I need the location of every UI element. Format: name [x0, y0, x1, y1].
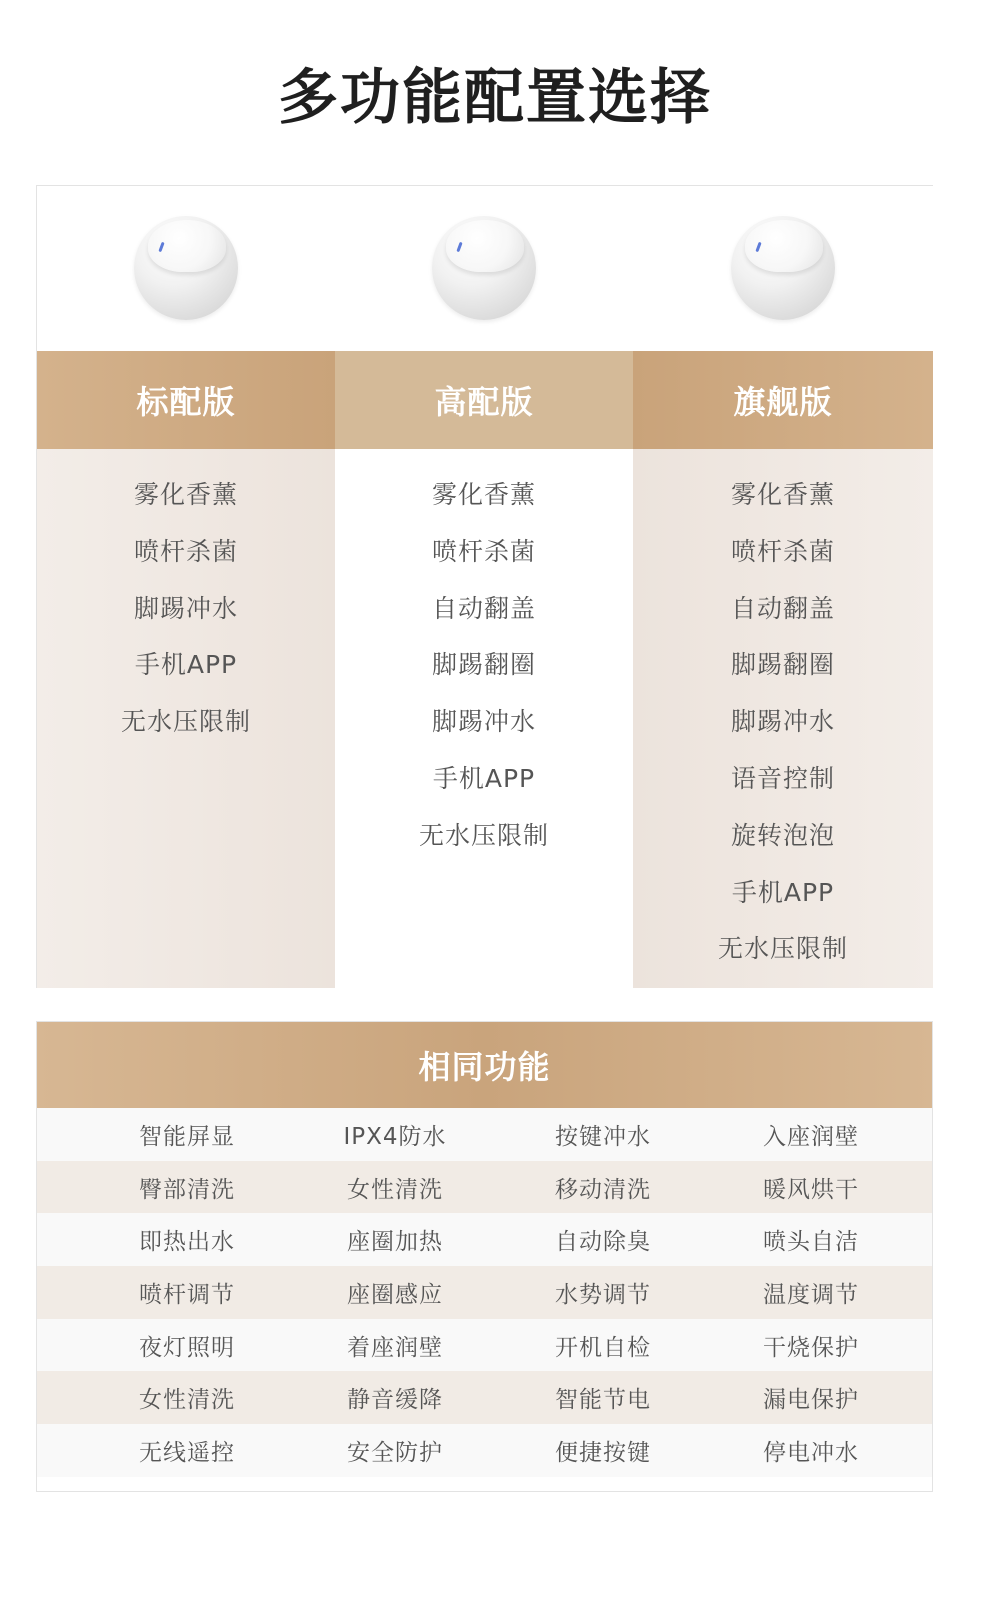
table-cell: 座圈加热 — [347, 1229, 443, 1256]
feature-item: 语音控制 — [730, 763, 835, 793]
table-cell: 干烧保护 — [763, 1334, 859, 1361]
feature-item: 旋转泡泡 — [730, 820, 835, 850]
feature-item: 无水压限制 — [418, 820, 549, 850]
feature-item: 自动翻盖 — [431, 593, 536, 623]
table-cell: 无线遥控 — [139, 1439, 235, 1466]
product-image-area — [37, 186, 335, 351]
table-cell: 安全防护 — [347, 1439, 443, 1466]
common-features-table — [36, 1021, 933, 1492]
feature-item: 雾化香薰 — [730, 480, 835, 509]
tier-column-standard — [37, 186, 335, 988]
page-title: 多功能配置选择 — [278, 63, 712, 133]
table-cell: 开机自检 — [555, 1334, 651, 1361]
table-cell: 智能屏显 — [139, 1123, 235, 1150]
table-row — [37, 1161, 932, 1214]
table-cell: 女性清洗 — [139, 1387, 235, 1414]
table-row — [37, 1213, 932, 1266]
feature-list — [37, 449, 335, 988]
table-row — [37, 1266, 932, 1319]
product-image-area — [335, 186, 633, 351]
feature-item: 无水压限制 — [717, 934, 848, 964]
table-cell: 入座润壁 — [763, 1123, 859, 1150]
egg-toilet-image — [432, 216, 536, 320]
table-cell: 即热出水 — [139, 1229, 235, 1256]
feature-item: 手机APP — [731, 877, 835, 907]
tier-name: 旗舰版 — [633, 351, 933, 449]
feature-item: 脚踢冲水 — [133, 593, 238, 623]
table-cell: 夜灯照明 — [139, 1334, 235, 1361]
table-cell: 智能节电 — [555, 1387, 651, 1414]
feature-item: 脚踢翻圈 — [431, 650, 536, 680]
feature-item: 手机APP — [134, 650, 238, 680]
common-features-title: 相同功能 — [37, 1022, 932, 1108]
table-cell: 女性清洗 — [347, 1176, 443, 1203]
table-cell: 移动清洗 — [555, 1176, 651, 1203]
tier-name: 标配版 — [37, 351, 335, 449]
egg-toilet-image — [731, 216, 835, 320]
feature-item: 手机APP — [432, 763, 536, 793]
feature-item: 脚踢冲水 — [431, 707, 536, 737]
table-cell: 臀部清洗 — [139, 1176, 235, 1203]
tier-comparison-table — [36, 185, 933, 988]
table-cell: 水势调节 — [555, 1281, 651, 1308]
table-cell: 自动除臭 — [555, 1229, 651, 1256]
table-cell: 漏电保护 — [763, 1387, 859, 1414]
table-cell: 按键冲水 — [555, 1123, 651, 1150]
table-row — [37, 1371, 932, 1424]
egg-toilet-image — [134, 216, 238, 320]
table-cell: 静音缓降 — [347, 1387, 443, 1414]
feature-item: 自动翻盖 — [730, 593, 835, 623]
feature-item: 喷杆杀菌 — [133, 536, 238, 566]
feature-item: 脚踢翻圈 — [730, 650, 835, 680]
table-row — [37, 1108, 932, 1161]
feature-item: 喷杆杀菌 — [431, 536, 536, 566]
table-cell: 喷杆调节 — [139, 1281, 235, 1308]
table-cell: 暖风烘干 — [763, 1176, 859, 1203]
feature-item: 无水压限制 — [120, 707, 251, 737]
table-cell: 座圈感应 — [347, 1281, 443, 1308]
feature-list — [335, 449, 633, 988]
table-cell: IPX4防水 — [343, 1123, 447, 1150]
feature-item: 雾化香薰 — [431, 480, 536, 509]
table-row — [37, 1319, 932, 1372]
table-row — [37, 1424, 932, 1477]
feature-item: 喷杆杀菌 — [730, 536, 835, 566]
product-image-area — [633, 186, 933, 351]
table-cell: 便捷按键 — [555, 1439, 651, 1466]
tier-column-flagship — [633, 186, 933, 988]
table-cell: 温度调节 — [763, 1281, 859, 1308]
feature-item: 脚踢冲水 — [730, 707, 835, 737]
tier-name: 高配版 — [335, 351, 633, 449]
feature-item: 雾化香薰 — [133, 480, 238, 509]
tier-column-advanced — [335, 186, 633, 988]
table-cell: 喷头自洁 — [763, 1229, 859, 1256]
table-cell: 停电冲水 — [763, 1439, 859, 1466]
table-cell: 着座润壁 — [347, 1334, 443, 1361]
feature-list — [633, 449, 933, 988]
